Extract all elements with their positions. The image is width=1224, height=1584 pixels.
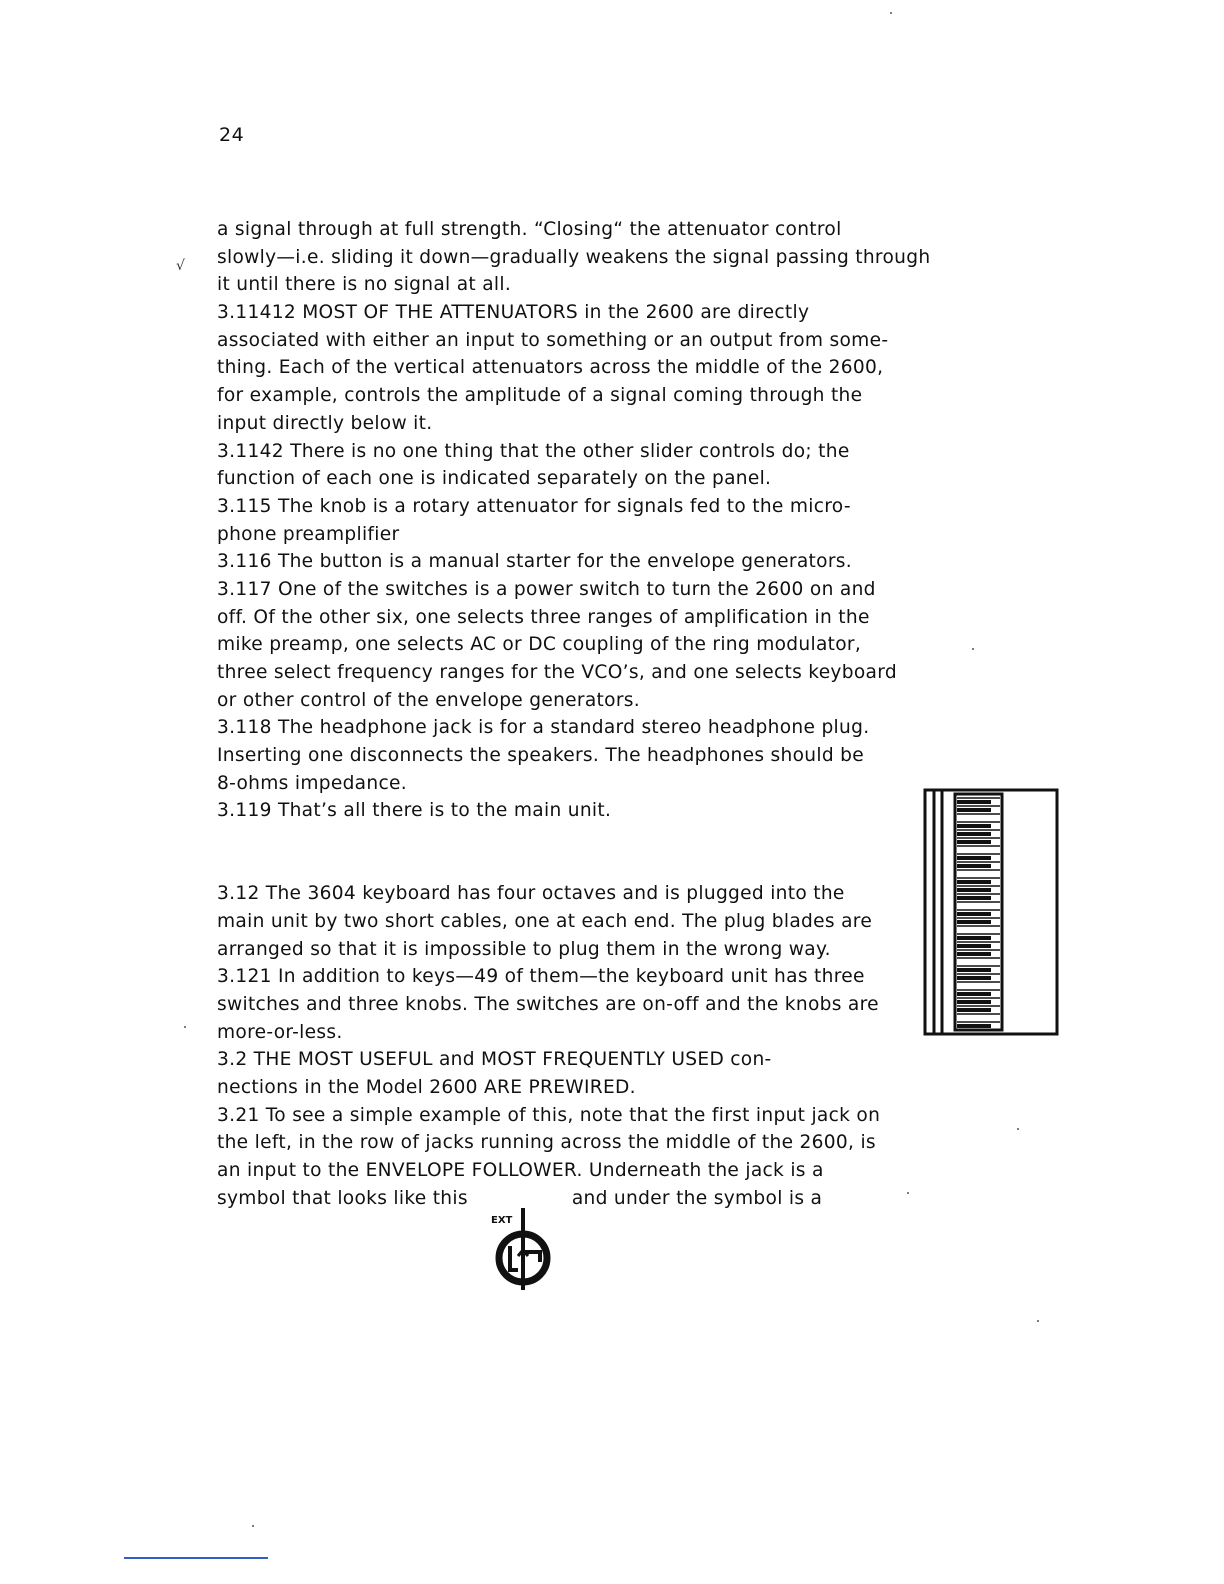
scan-speck [907, 1192, 909, 1194]
text-line: 3.121 In addition to keys—49 of them—the keyboard unit has three [217, 966, 865, 988]
black-key [957, 920, 991, 924]
black-key [957, 944, 991, 948]
black-key [957, 896, 991, 900]
text-line: 3.21 To see a simple example of this, note that the first input jack on [217, 1104, 881, 1126]
text-line: mike preamp, one selects AC or DC coupling of the ring modulator, [217, 634, 862, 656]
text-line: arranged so that it is impossible to plug them in the wrong way. [217, 938, 831, 960]
text-line: input directly below it. [217, 412, 433, 434]
text-line-with-symbol [217, 1185, 917, 1213]
black-key [957, 976, 991, 980]
text-line: nections in the Model 2600 ARE PREWIRED. [217, 1076, 636, 1098]
text-line: main unit by two short cables, one at each end. The plug blades are [217, 910, 873, 932]
black-key [957, 992, 991, 996]
text-line: thing. Each of the vertical attenuators across the middle of the 2600, [217, 357, 884, 379]
text-line: 3.116 The button is a manual starter for the envelope generators. [217, 551, 852, 573]
text-line: the left, in the row of jacks running across the middle of the 2600, is [217, 1132, 876, 1154]
black-key [957, 968, 991, 972]
text-line: 3.119 That’s all there is to the main unit. [217, 800, 612, 822]
black-key [957, 824, 991, 828]
text-line: 3.12 The 3604 keyboard has four octaves and is plugged into the [217, 883, 845, 905]
black-key [957, 880, 991, 884]
margin-check-mark: √ [176, 258, 185, 274]
keyboard-illustration [921, 786, 1061, 1038]
text-line: Inserting one disconnects the speakers. The headphones should be [217, 745, 864, 767]
black-key [957, 1008, 991, 1012]
scan-speck [252, 1525, 254, 1527]
black-key [957, 808, 991, 812]
text-line: 3.115 The knob is a rotary attenuator for signals fed to the micro- [217, 495, 851, 517]
scan-speck [972, 648, 974, 650]
black-key [957, 912, 991, 916]
text-line: 3.11412 MOST OF THE ATTENUATORS in the 2600 are directly [217, 302, 810, 324]
black-key [957, 936, 991, 940]
text-before-symbol: symbol that looks like this [217, 1187, 468, 1209]
black-key [957, 800, 991, 804]
black-key [957, 832, 991, 836]
scan-speck [184, 1026, 186, 1028]
black-key [957, 1024, 991, 1028]
text-line: it until there is no signal at all. [217, 274, 512, 296]
text-line: 3.2 THE MOST USEFUL and MOST FREQUENTLY USED con- [217, 1049, 772, 1071]
text-line: a signal through at full strength. “Closing“ the attenuator control [217, 219, 842, 240]
text-line: phone preamplifier [217, 523, 400, 545]
text-line: 3.117 One of the switches is a power switch to turn the 2600 on and [217, 578, 876, 600]
keyboard-keys [957, 798, 1000, 1028]
black-key [957, 952, 991, 956]
ext-label: EXT [491, 1215, 513, 1226]
scan-speck [1037, 1320, 1039, 1322]
scan-speck [890, 12, 892, 14]
text-line: 3.118 The headphone jack is for a standard stereo headphone plug. [217, 717, 870, 739]
paragraph-gap [217, 825, 917, 880]
text-line: switches and three knobs. The switches are on-off and the knobs are [217, 993, 879, 1015]
page-number: 24 [219, 124, 245, 146]
black-key [957, 840, 991, 844]
black-key [957, 1000, 991, 1004]
text-line: for example, controls the amplitude of a signal coming through the [217, 385, 863, 407]
black-key [957, 856, 991, 860]
black-key [957, 888, 991, 892]
text-line: slowly—i.e. sliding it down—gradually weakens the signal passing through [217, 246, 931, 268]
text-after-symbol: and under the symbol is a [571, 1187, 823, 1209]
text-line: three select frequency ranges for the VCO’s, and one selects keyboard [217, 662, 897, 683]
text-line: or other control of the envelope generators. [217, 689, 640, 711]
text-line: more-or-less. [217, 1021, 343, 1043]
footnote-rule [124, 1557, 268, 1559]
text-line: function of each one is indicated separately on the panel. [217, 468, 772, 490]
scan-speck [1017, 1128, 1019, 1130]
black-key [957, 864, 991, 868]
text-line: off. Of the other six, one selects three ranges of amplification in the [217, 606, 870, 628]
text-line: 8-ohms impedance. [217, 772, 407, 794]
text-line: 3.1142 There is no one thing that the other slider controls do; the [217, 440, 850, 462]
envelope-follower-input-symbol [488, 1208, 564, 1292]
text-line: an input to the ENVELOPE FOLLOWER. Underneath the jack is a [217, 1160, 824, 1181]
body-text [217, 216, 931, 1212]
text-line: associated with either an input to something or an output from some- [217, 329, 889, 351]
